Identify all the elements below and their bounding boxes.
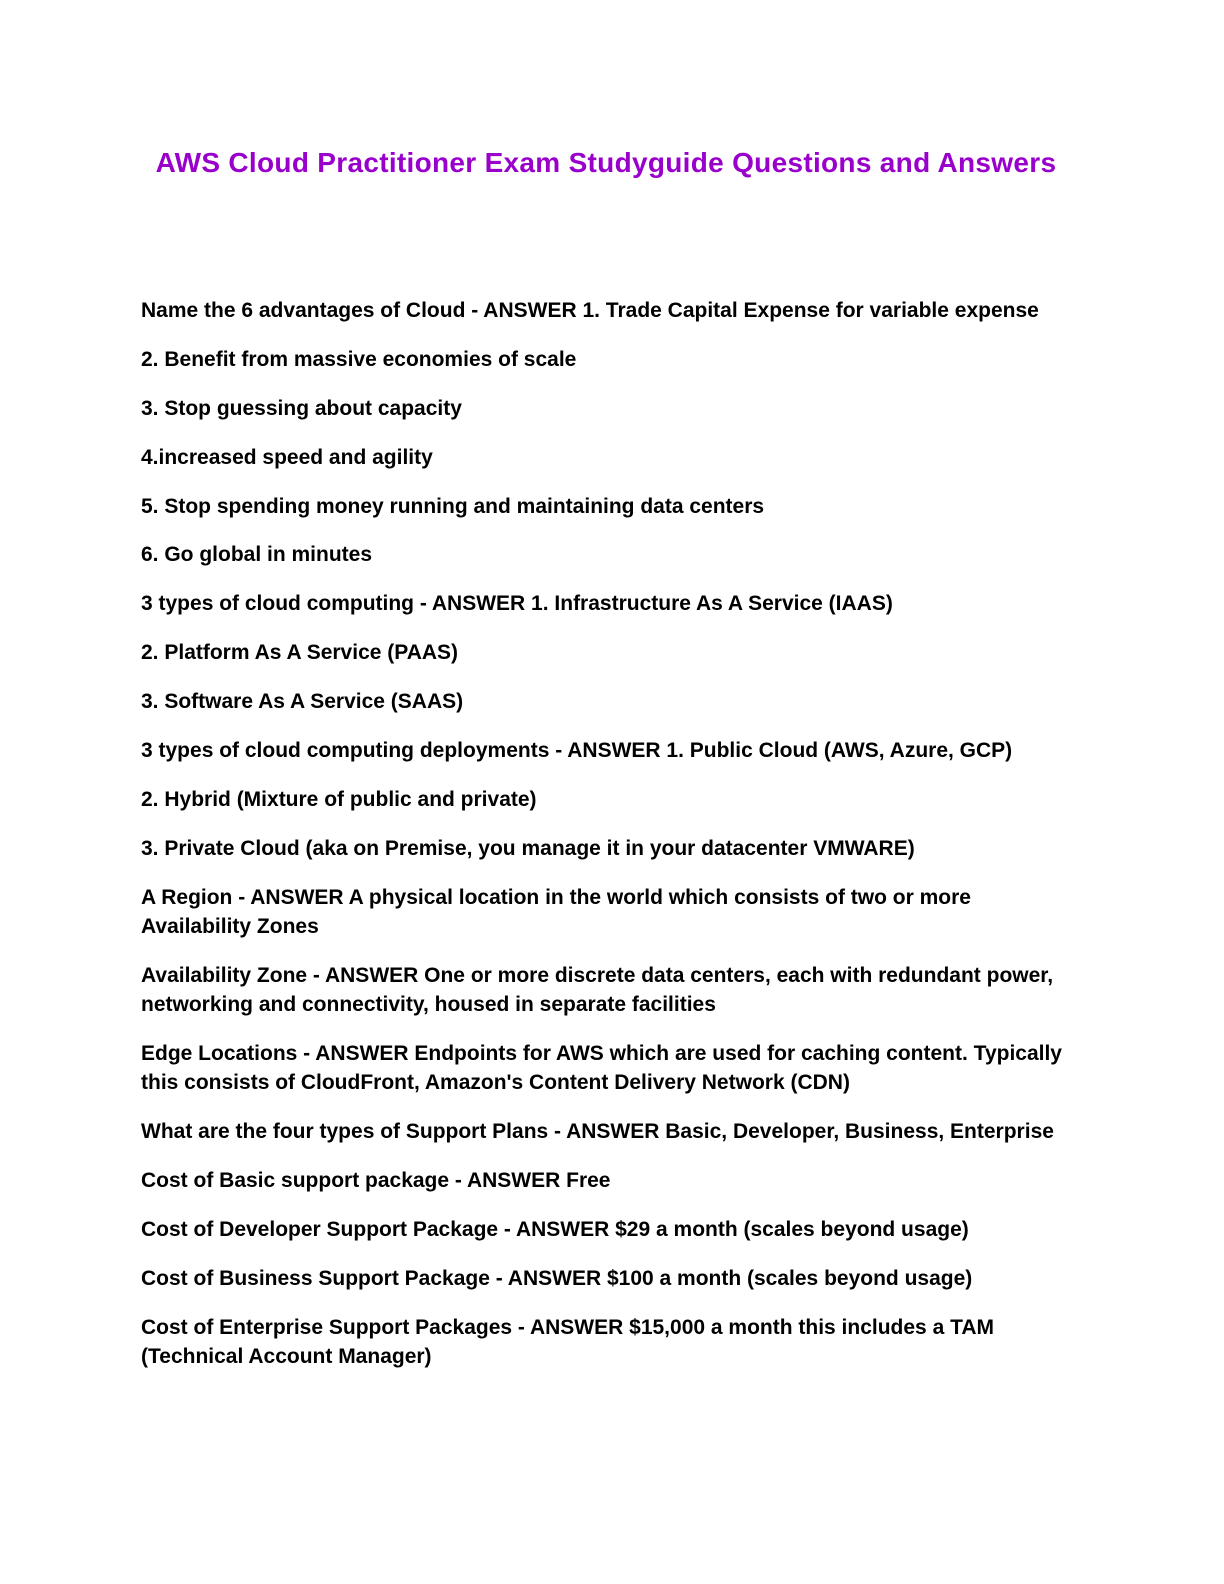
qa-paragraph: What are the four types of Support Plans - ANSWER Basic, Developer, Business, Enterprise <box>141 1120 1054 1144</box>
qa-paragraph: Cost of Developer Support Package - ANSWER $29 a month (scales beyond usage) <box>141 1218 969 1242</box>
qa-paragraph: 3. Private Cloud (aka on Premise, you manage it in your datacenter VMWARE) <box>141 836 915 860</box>
qa-paragraph: Cost of Business Support Package - ANSWER $100 a month (scales beyond usage) <box>141 1266 973 1290</box>
qa-paragraph: Availability Zone - ANSWER One or more discrete data centers, each with redundant power, networking and connectivity, housed in separate facilities <box>141 963 1054 1017</box>
qa-paragraph: Name the 6 advantages of Cloud - ANSWER 1. Trade Capital Expense for variable expense <box>141 299 1039 322</box>
document-title: AWS Cloud Practitioner Exam Studyguide Questions and Answers <box>155 147 1057 178</box>
qa-paragraph: 3 types of cloud computing deployments - ANSWER 1. Public Cloud (AWS, Azure, GCP) <box>141 739 1013 763</box>
qa-paragraph: Cost of Enterprise Support Packages - ANSWER $15,000 a month this includes a TAM (Technical Account Manager) <box>141 1315 995 1369</box>
qa-paragraph: A Region - ANSWER A physical location in the world which consists of two or more Availability Zones <box>141 885 971 938</box>
qa-paragraph: 3. Stop guessing about capacity <box>141 396 462 420</box>
qa-paragraph: 3 types of cloud computing - ANSWER 1. Infrastructure As A Service (IAAS) <box>141 592 893 616</box>
qa-list <box>141 296 1081 1391</box>
qa-paragraph: 4.increased speed and agility <box>141 445 433 469</box>
qa-paragraph: 3. Software As A Service (SAAS) <box>141 690 464 714</box>
qa-paragraph: 2. Platform As A Service (PAAS) <box>141 641 459 665</box>
qa-paragraph: Cost of Basic support package - ANSWER Free <box>141 1169 611 1193</box>
qa-paragraph: 2. Benefit from massive economies of scale <box>141 347 577 371</box>
qa-paragraph: Edge Locations - ANSWER Endpoints for AWS which are used for caching content. Typically this consists of CloudFront, Amazon's Content Delivery Network (CDN) <box>141 1042 1062 1095</box>
qa-paragraph: 6. Go global in minutes <box>141 543 373 567</box>
qa-paragraph: 2. Hybrid (Mixture of public and private) <box>141 787 537 811</box>
qa-paragraph: 5. Stop spending money running and maintaining data centers <box>141 494 765 518</box>
